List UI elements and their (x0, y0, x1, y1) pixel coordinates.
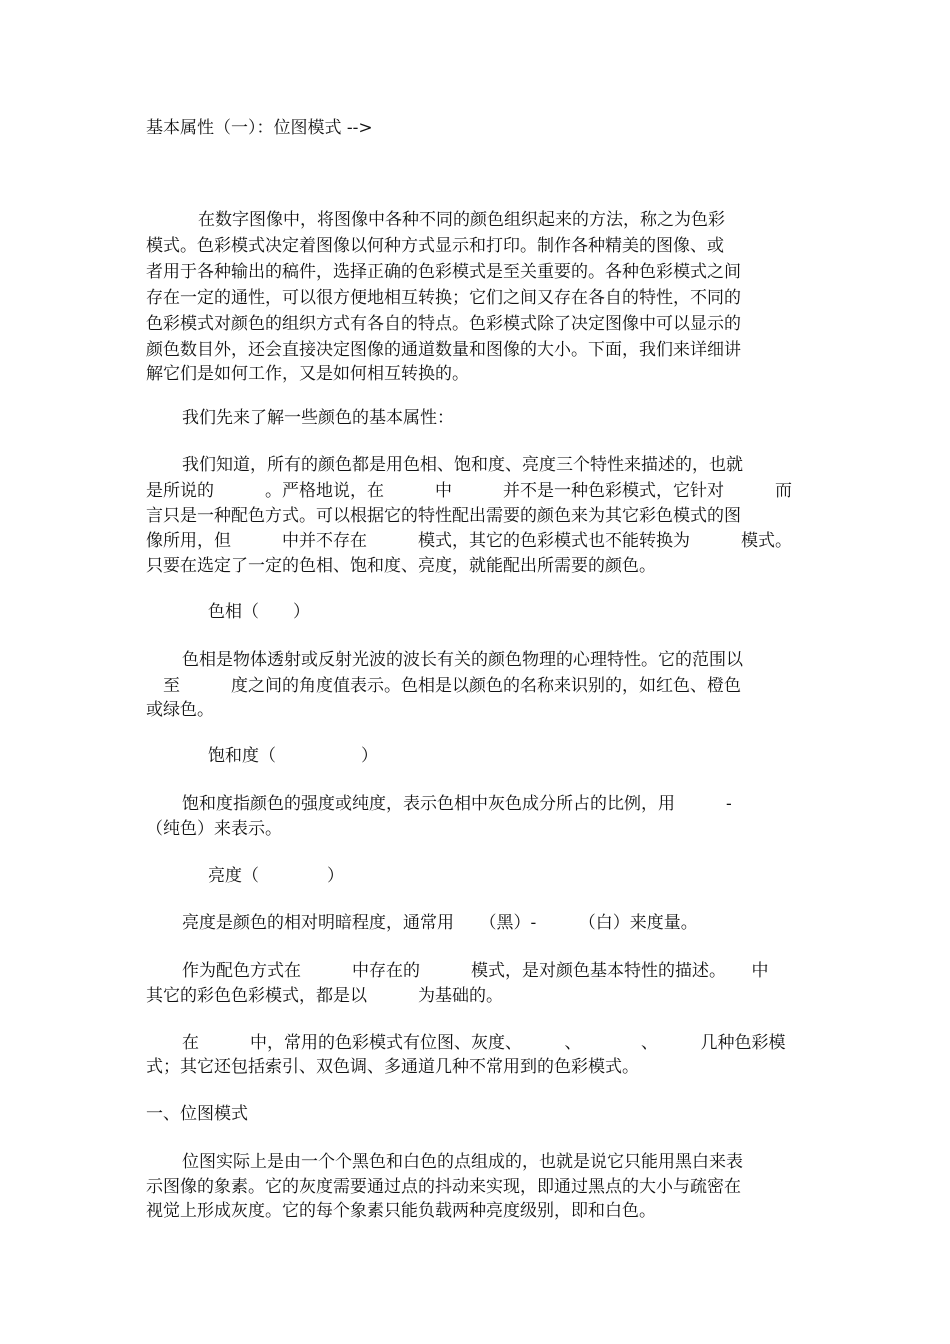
brightness-heading: 亮度（ ） (208, 866, 344, 886)
brightness-line: 亮度是颜色的相对明暗程度，通常用 （黑）- （白）来度量。 (182, 913, 698, 933)
intro-line: 颜色数目外，还会直接决定图像的通道数量和图像的大小。下面，我们来详细讲 (146, 340, 741, 360)
hsb-base-line: 其它的彩色色彩模式，都是以 为基础的。 (146, 986, 503, 1006)
hsb-line: 我们知道，所有的颜色都是用色相、饱和度、亮度三个特性来描述的，也就 (182, 455, 743, 475)
basic-properties-heading: 我们先来了解一些颜色的基本属性： (182, 408, 454, 428)
hue-line: 色相是物体透射或反射光波的波长有关的颜色物理的心理特性。它的范围以 (182, 650, 743, 670)
intro-line: 者用于各种输出的稿件，选择正确的色彩模式是至关重要的。各种色彩模式之间 (146, 262, 741, 282)
hue-line: 至 度之间的角度值表示。色相是以颜色的名称来识别的，如红色、橙色 (146, 676, 741, 696)
saturation-line: （纯色）来表示。 (146, 819, 282, 839)
hsb-line: 是所说的 。严格地说，在 中 并不是一种色彩模式，它针对 而 (146, 481, 792, 501)
intro-line: 模式。色彩模式决定着图像以何种方式显示和打印。制作各种精美的图像、或 (146, 236, 724, 256)
hue-line: 或绿色。 (146, 700, 214, 720)
hsb-line: 言只是一种配色方式。可以根据它的特性配出需要的颜色来为其它彩色模式的图 (146, 506, 741, 526)
intro-line: 在数字图像中，将图像中各种不同的颜色组织起来的方法，称之为色彩 (198, 210, 725, 230)
hsb-line: 只要在选定了一定的色相、饱和度、亮度，就能配出所需要的颜色。 (146, 556, 656, 576)
intro-line: 解它们是如何工作，又是如何相互转换的。 (146, 364, 469, 384)
intro-line: 色彩模式对颜色的组织方式有各自的特点。色彩模式除了决定图像中可以显示的 (146, 314, 741, 334)
intro-line: 存在一定的通性，可以很方便地相互转换；它们之间又存在各自的特性，不同的 (146, 288, 741, 308)
bitmap-line: 位图实际上是由一个个黑色和白色的点组成的，也就是说它只能用黑白来表 (182, 1152, 743, 1172)
page-title: 基本属性（一）：位图模式 --> (146, 118, 373, 138)
modes-line: 在 中，常用的色彩模式有位图、灰度、 、 、 几种色彩模 (182, 1033, 786, 1053)
hue-heading: 色相（ ） (208, 602, 310, 622)
bitmap-line: 视觉上形成灰度。它的每个象素只能负载两种亮度级别，即和白色。 (146, 1201, 656, 1221)
saturation-line: 饱和度指颜色的强度或纯度，表示色相中灰色成分所占的比例，用 - (182, 794, 732, 814)
hsb-line: 像所用，但 中并不存在 模式，其它的色彩模式也不能转换为 模式。 (146, 531, 792, 551)
bitmap-line: 示图像的象素。它的灰度需要通过点的抖动来实现，即通过黑点的大小与疏密在 (146, 1177, 741, 1197)
hsb-base-line: 作为配色方式在 中存在的 模式，是对颜色基本特性的描述。 中 (182, 961, 769, 981)
bitmap-heading: 一、位图模式 (146, 1104, 248, 1124)
modes-line: 式；其它还包括索引、双色调、多通道几种不常用到的色彩模式。 (146, 1057, 639, 1077)
saturation-heading: 饱和度（ ） (208, 746, 378, 766)
